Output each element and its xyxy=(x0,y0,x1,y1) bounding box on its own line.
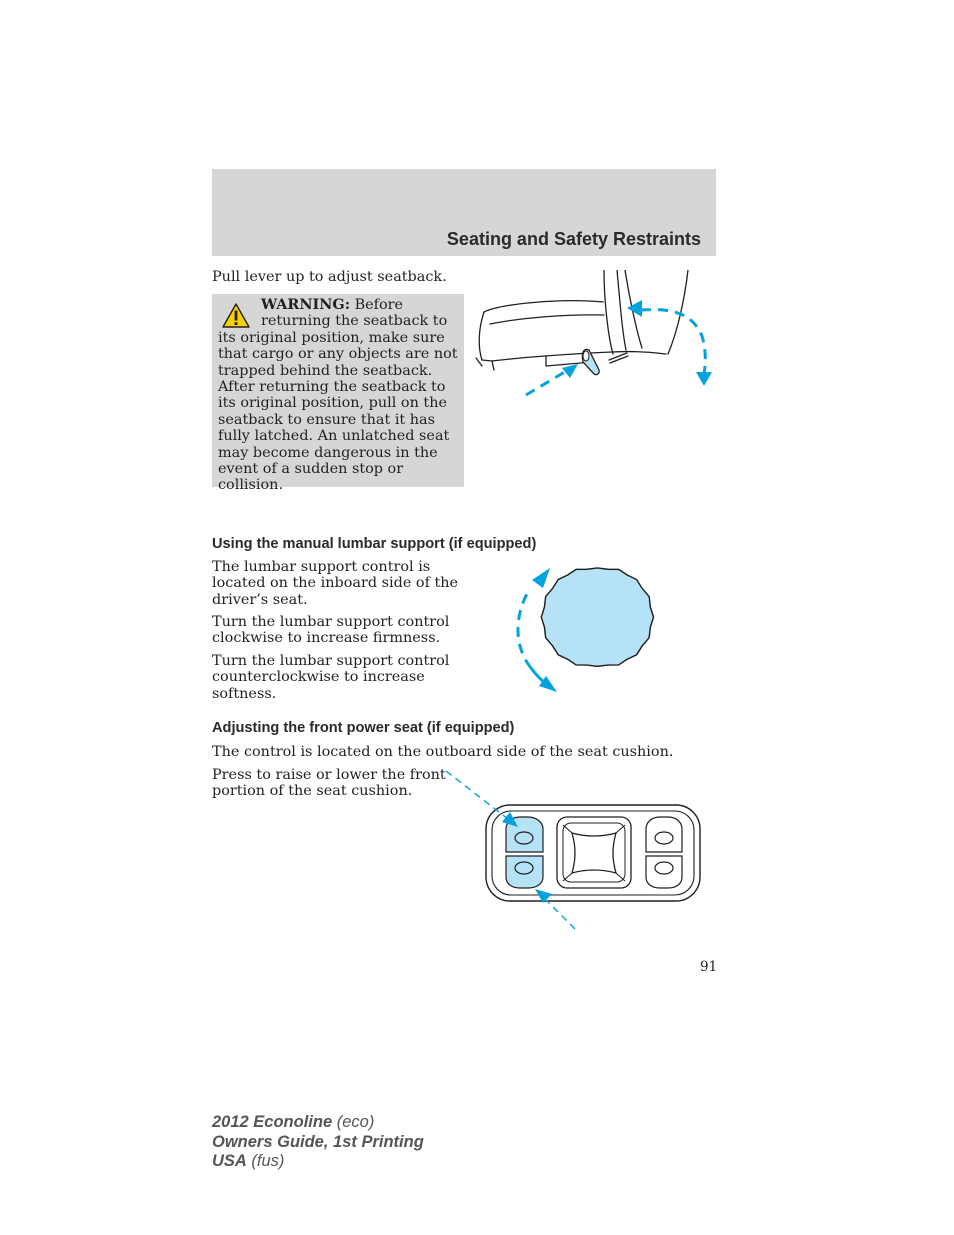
warning-text xyxy=(218,297,460,494)
footer xyxy=(212,1113,424,1172)
power-seat-paragraph-2: Press to raise or lower the front portion of the seat cushion. xyxy=(212,767,446,800)
footer-line-3: USA (fus) xyxy=(212,1152,285,1170)
power-seat-paragraph-1: The control is located on the outboard side of the seat cushion. xyxy=(212,744,674,760)
lumbar-paragraph-1: The lumbar support control is located on the inboard side of the driver’s seat. xyxy=(212,559,459,608)
lumbar-paragraph-3: Turn the lumbar support control counterclockwise to increase softness. xyxy=(212,653,450,702)
front-cushion-tilt-switch xyxy=(506,817,543,888)
lumbar-heading: Using the manual lumbar support (if equipped) xyxy=(212,536,537,552)
power-seat-heading: Adjusting the front power seat (if equipped) xyxy=(212,720,515,736)
seatback-lever-illustration xyxy=(470,270,720,405)
footer-line-2: Owners Guide, 1st Printing xyxy=(212,1132,424,1151)
footer-line-1: 2012 Econoline (eco) xyxy=(212,1113,375,1131)
lumbar-knob-illustration xyxy=(505,560,665,700)
lumbar-support-knob xyxy=(541,568,653,666)
intro-text: Pull lever up to adjust seatback. xyxy=(212,269,447,285)
section-title: Seating and Safety Restraints xyxy=(446,229,701,249)
warning-box xyxy=(212,294,464,494)
warning-body: Before returning the seatback to its original position, make sure that cargo or any objects are not trapped behind the seatback. After returning the seatback to its original position, pull on the seatback to ensure that it has fully latched. An unlatched seat may become dangerous in the event of a sudden stop or collision. xyxy=(218,297,458,494)
warning-label: WARNING: xyxy=(261,296,351,313)
section-header-band xyxy=(212,169,716,256)
power-seat-control-illustration xyxy=(440,765,705,935)
lumbar-paragraph-2: Turn the lumbar support control clockwise to increase firmness. xyxy=(212,614,450,647)
page-number: 91 xyxy=(700,959,718,975)
